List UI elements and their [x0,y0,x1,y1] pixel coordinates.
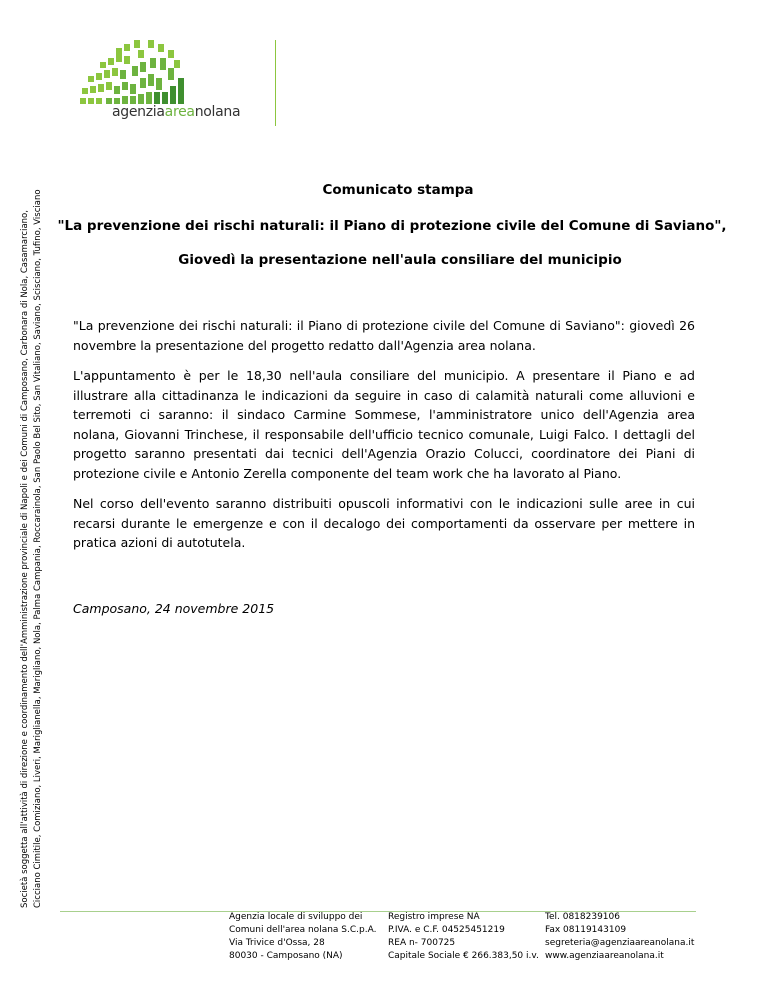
footer-line: P.IVA. e C.F. 04525451219 [388,925,505,935]
body-paragraph-2: L'appuntamento è per le 18,30 nell'aula consiliare del municipio. A presentare il Piano e ad illustrare alla cittadinanza le indicazioni da seguire in caso di calamità naturali come alluvioni e terremoti ci saranno: il sindaco Carmine Sommese, l'amministratore unico dell'Agenzia area nolana, Giovanni Trinchese, il responsabile dell'ufficio tecnico comunale, Luigi Falco. I dettagli del progetto saranno presentati dai tecnici dell'Agenzia Orazio Colucci, coordinatore dei Piani di protezione civile e Antonio Zerella componente del team work che ha lavorato al Piano. [73,368,695,481]
footer-website-link[interactable]: www.agenziaareanolana.it [545,951,664,961]
footer-phone: Tel. 0818239106 [545,912,620,922]
footer-line: Comuni dell'area nolana S.C.p.A. [229,925,377,935]
logo-wordmark [112,104,240,120]
footer-line: 80030 - Camposano (NA) [229,951,343,961]
document-title: "La prevenzione dei rischi naturali: il Piano di protezione civile del Comune di Saviano", [57,218,727,234]
logo-mark-icon [78,38,278,108]
dateline: Camposano, 24 novembre 2015 [73,601,275,616]
logo-divider [275,40,276,126]
footer-registry-info [388,911,539,963]
footer-contact-info [545,911,694,963]
sidebar-legal-text-line2: Cicciano Cimitile, Comiziano, Liveri, Mariglianella, Marigliano, Nola, Palma Campania, Roccarainola, San Paolo Bel Sito, San Vitaliano, Saviano, Scisciano, Tufino, Visciano [33,189,43,908]
footer-company-info [229,911,376,963]
body-paragraph-3: Nel corso dell'evento saranno distribuiti opuscoli informativi con le indicazioni sulle aree in cui recarsi durante le emergenze e con il decalogo dei comportamenti da osservare per mettere in pratica azioni di autotutela. [73,496,695,551]
logo-text-prefix: agenzia [112,104,165,120]
footer-line: Agenzia locale di sviluppo dei [229,912,363,922]
document-label: Comunicato stampa [322,182,474,198]
footer-line: Registro imprese NA [388,912,480,922]
document-subtitle: Giovedì la presentazione nell'aula consiliare del municipio [178,252,622,268]
footer-fax: Fax 08119143109 [545,925,627,935]
footer-line: Capitale Sociale € 266.383,50 i.v. [388,951,539,961]
logo-text-suffix: nolana [194,104,241,120]
body-paragraph-1: "La prevenzione dei rischi naturali: il Piano di protezione civile del Comune di Saviano": giovedì 26 novembre la presentazione del progetto redatto dall'Agenzia area nolana. [73,318,695,353]
footer-email-link[interactable]: segreteria@agenziaareanolana.it [545,938,695,948]
footer-line: REA n- 700725 [388,938,456,948]
sidebar-legal-text-line1: Società soggetta all'attività di direzione e coordinamento dell'Amministrazione provinciale di Napoli e dei Comuni di Camposano, Carbonara di Nola, Casamarciano, [20,210,30,908]
footer-line: Via Trivice d'Ossa, 28 [229,938,325,948]
logo-text-highlight: area [164,104,195,120]
